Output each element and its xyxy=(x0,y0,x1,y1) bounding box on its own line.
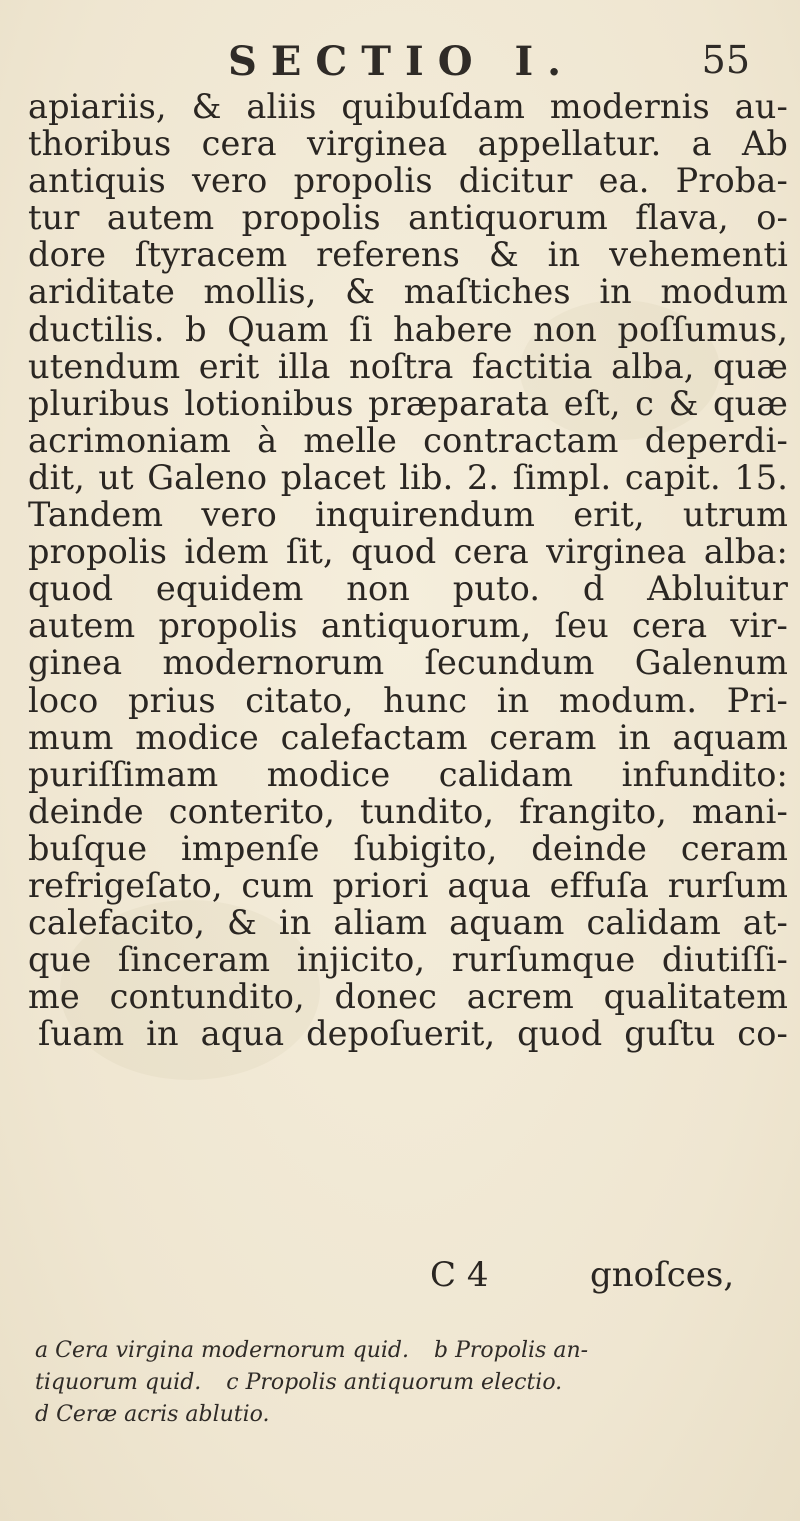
text-line: ductilis. b Quam ſi habere non poſſumus, xyxy=(28,309,788,349)
text-line: Tandem vero inquirendum erit, utrum xyxy=(28,495,788,535)
text-line: me contundito, donec acrem qualitatem xyxy=(28,977,788,1017)
text-line: mum modice calefactam ceram in aquam xyxy=(28,717,788,757)
text-line: ariditate mollis, & maſtiches in modum xyxy=(28,272,788,312)
running-head: SECTIO I. xyxy=(228,38,576,85)
text-line: refrigeſato, cum priori aqua effuſa rurſum xyxy=(28,865,788,905)
text-line: puriſſimam modice calidam infundito: xyxy=(28,754,788,794)
text-line: thoribus cera virginea appellatur. a Ab xyxy=(28,124,788,164)
text-line: que ſinceram injicito, rurſumque diutiſſi- xyxy=(28,940,788,980)
text-line: calefacito, & in aliam aquam calidam at- xyxy=(28,903,788,943)
page-number: 55 xyxy=(701,38,750,82)
text-line: utendum erit illa noſtra factitia alba, quæ xyxy=(28,346,788,386)
text-line: acrimoniam à melle contractam deperdi- xyxy=(28,420,788,460)
text-line: pluribus lotionibus præparata eſt, c & quæ xyxy=(28,383,788,423)
note-line xyxy=(35,1367,775,1399)
text-line: tur autem propolis antiquorum flava, o- xyxy=(28,198,788,238)
text-line: propolis idem ſit, quod cera virginea alba: xyxy=(28,532,788,572)
text-line: ſuam in aqua depoſuerit, quod guſtu co- xyxy=(38,1014,788,1054)
note-d: d Ceræ acris ablutio. xyxy=(35,1402,270,1427)
text-line: dore ſtyracem referens & in vehementi xyxy=(28,235,788,275)
catchword: gnoſces, xyxy=(590,1255,735,1295)
text-line: apiariis, & aliis quibuſdam modernis au- xyxy=(28,87,788,126)
note-b-continued: tiquorum quid. xyxy=(35,1370,202,1395)
note-b: b Propolis an- xyxy=(434,1338,589,1363)
signature-mark: C 4 xyxy=(430,1255,489,1295)
text-line: dit, ut Galeno placet lib. 2. ſimpl. capit. 15. xyxy=(28,457,788,497)
text-line: ginea modernorum ſecundum Galenum xyxy=(28,643,788,683)
note-line xyxy=(35,1335,775,1367)
text-line: antiquis vero propolis dicitur ea. Proba- xyxy=(28,161,788,201)
signature-line xyxy=(0,1255,800,1295)
note-c: c Propolis antiquorum electio. xyxy=(226,1370,563,1395)
marginal-notes xyxy=(35,1335,775,1431)
text-line: buſque impenſe ſubigito, deinde ceram xyxy=(28,828,788,868)
text-line: deinde conterito, tundito, frangito, mani- xyxy=(28,791,788,831)
text-line: autem propolis antiquorum, ſeu cera vir- xyxy=(28,606,788,646)
note-line xyxy=(35,1399,775,1431)
note-a: a Cera virgina modernorum quid. xyxy=(35,1338,410,1363)
text-line: loco prius citato, hunc in modum. Pri- xyxy=(28,680,788,720)
text-line: quod equidem non puto. d Abluitur xyxy=(28,569,788,609)
body-text xyxy=(28,88,788,1052)
